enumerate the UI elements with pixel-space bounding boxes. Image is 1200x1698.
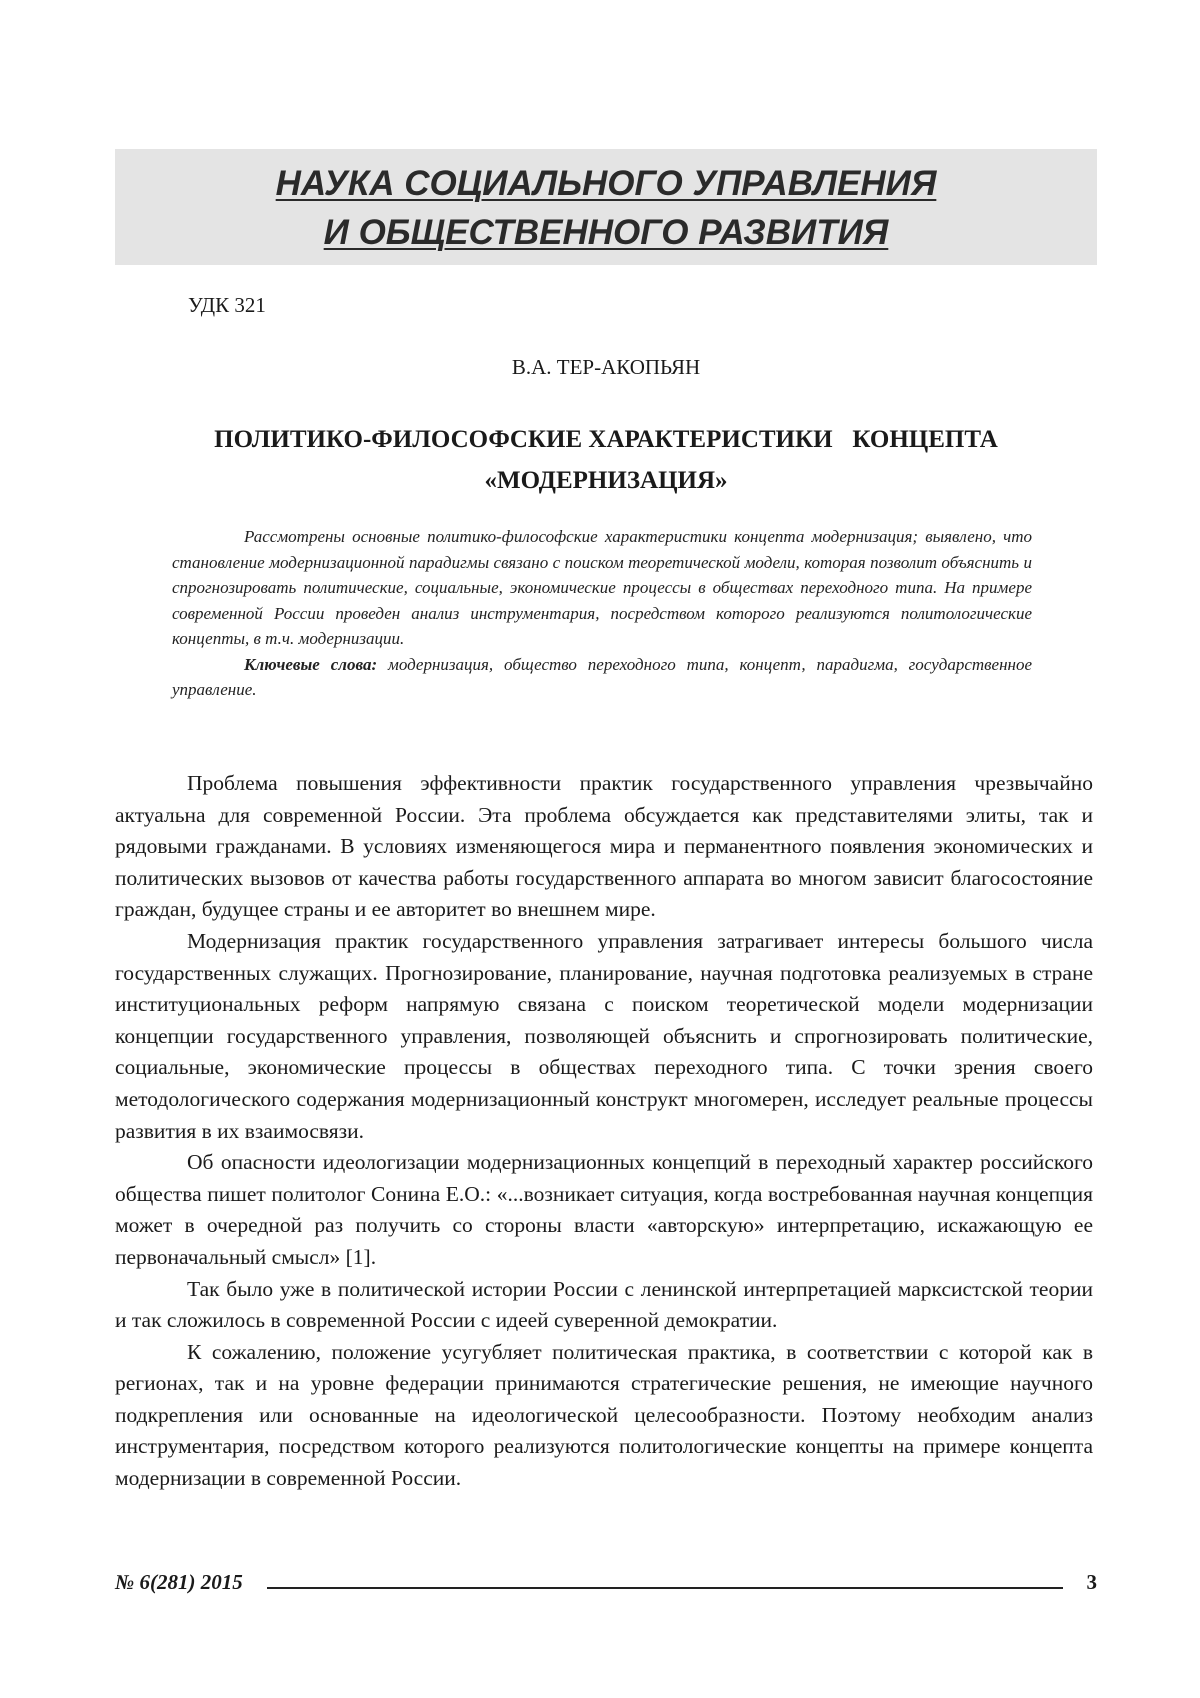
- section-title-line-1: НАУКА СОЦИАЛЬНОГО УПРАВЛЕНИЯ: [115, 159, 1097, 208]
- article-title-line-1: [115, 420, 1097, 461]
- body-paragraph: Проблема повышения эффективности практик государственного управления чрезвычайно актуальна для современной России. Эта проблема обсуждается как представителями элиты, так и рядовыми гражданами. В условиях изменяющегося мира и перманентного появления экономических и политических вызовов от качества работы государственного аппарата во многом зависит благосостояние граждан, будущее страны и ее авторитет во внешнем мире.: [115, 768, 1093, 926]
- author-name: В.А. ТЕР-АКОПЬЯН: [115, 355, 1097, 380]
- article-title-line-1-part-1: ПОЛИТИКО-ФИЛОСОФСКИЕ ХАРАКТЕРИСТИКИ: [214, 426, 832, 453]
- article-body: [115, 768, 1093, 1495]
- article-title-line-2: «МОДЕРНИЗАЦИЯ»: [115, 461, 1097, 501]
- article-title-line-1-part-2: КОНЦЕПТА: [846, 426, 998, 453]
- article-title: [115, 420, 1097, 501]
- udc-code: УДК 321: [188, 293, 266, 318]
- body-paragraph: Модернизация практик государственного управления затрагивает интересы большого числа государственных служащих. Прогнозирование, планирование, научная подготовка реализуемых в стране институциональных реформ напрямую связана с поиском теоретической модели модернизации концепции государственного управления, позволяющей объяснить и спрогнозировать политические, социальные, экономические процессы в обществах переходного типа. С точки зрения своего методологического содержания модернизационный конструкт многомерен, исследует реальные процессы развития в их взаимосвязи.: [115, 926, 1093, 1147]
- section-banner: [115, 149, 1097, 265]
- body-paragraph: Об опасности идеологизации модернизационных концепций в переходный характер российского общества пишет политолог Сонина Е.О.: «...возникает ситуация, когда востребованная научная концепция может в очередной раз получить со стороны власти «авторскую» интерпретацию, искажающую ее первоначальный смысл» [1].: [115, 1147, 1093, 1273]
- body-paragraph: Так было уже в политической истории России с ленинской интерпретацией марксистской теории и так сложилось в современной России с идеей суверенной демократии.: [115, 1274, 1093, 1337]
- page-number: 3: [1087, 1570, 1098, 1595]
- abstract-text: Рассмотрены основные политико-философские характеристики концепта модернизация; выявлено, что становление модернизационной парадигмы связано с поиском теоретической модели, которая позволит объяснить и спрогнозировать политические, социальные, экономические процессы в обществах переходного типа. На примере современной России проведен анализ инструментария, посредством которого реализуются политологические концепты, в т.ч. модернизации.: [172, 524, 1032, 652]
- abstract: [172, 524, 1032, 703]
- keywords-text: модернизация, общество переходного типа, концепт, парадигма, государственное управление.: [172, 655, 1032, 700]
- journal-issue: № 6(281) 2015: [115, 1570, 243, 1595]
- footer-rule: [267, 1587, 1063, 1589]
- body-paragraph: К сожалению, положение усугубляет политическая практика, в соответствии с которой как в регионах, так и на уровне федерации принимаются стратегические решения, не имеющие научного подкрепления или основанные на идеологической целесообразности. Поэтому необходим анализ инструментария, посредством которого реализуются политологические концепты на примере концепта модернизации в современной России.: [115, 1337, 1093, 1495]
- keywords-label: Ключевые слова:: [244, 655, 377, 674]
- keywords: [172, 652, 1032, 703]
- section-title-line-2: И ОБЩЕСТВЕННОГО РАЗВИТИЯ: [115, 208, 1097, 257]
- unrendered-glyph-icon: 󰀀: [833, 430, 847, 452]
- page-footer: [115, 1570, 1097, 1600]
